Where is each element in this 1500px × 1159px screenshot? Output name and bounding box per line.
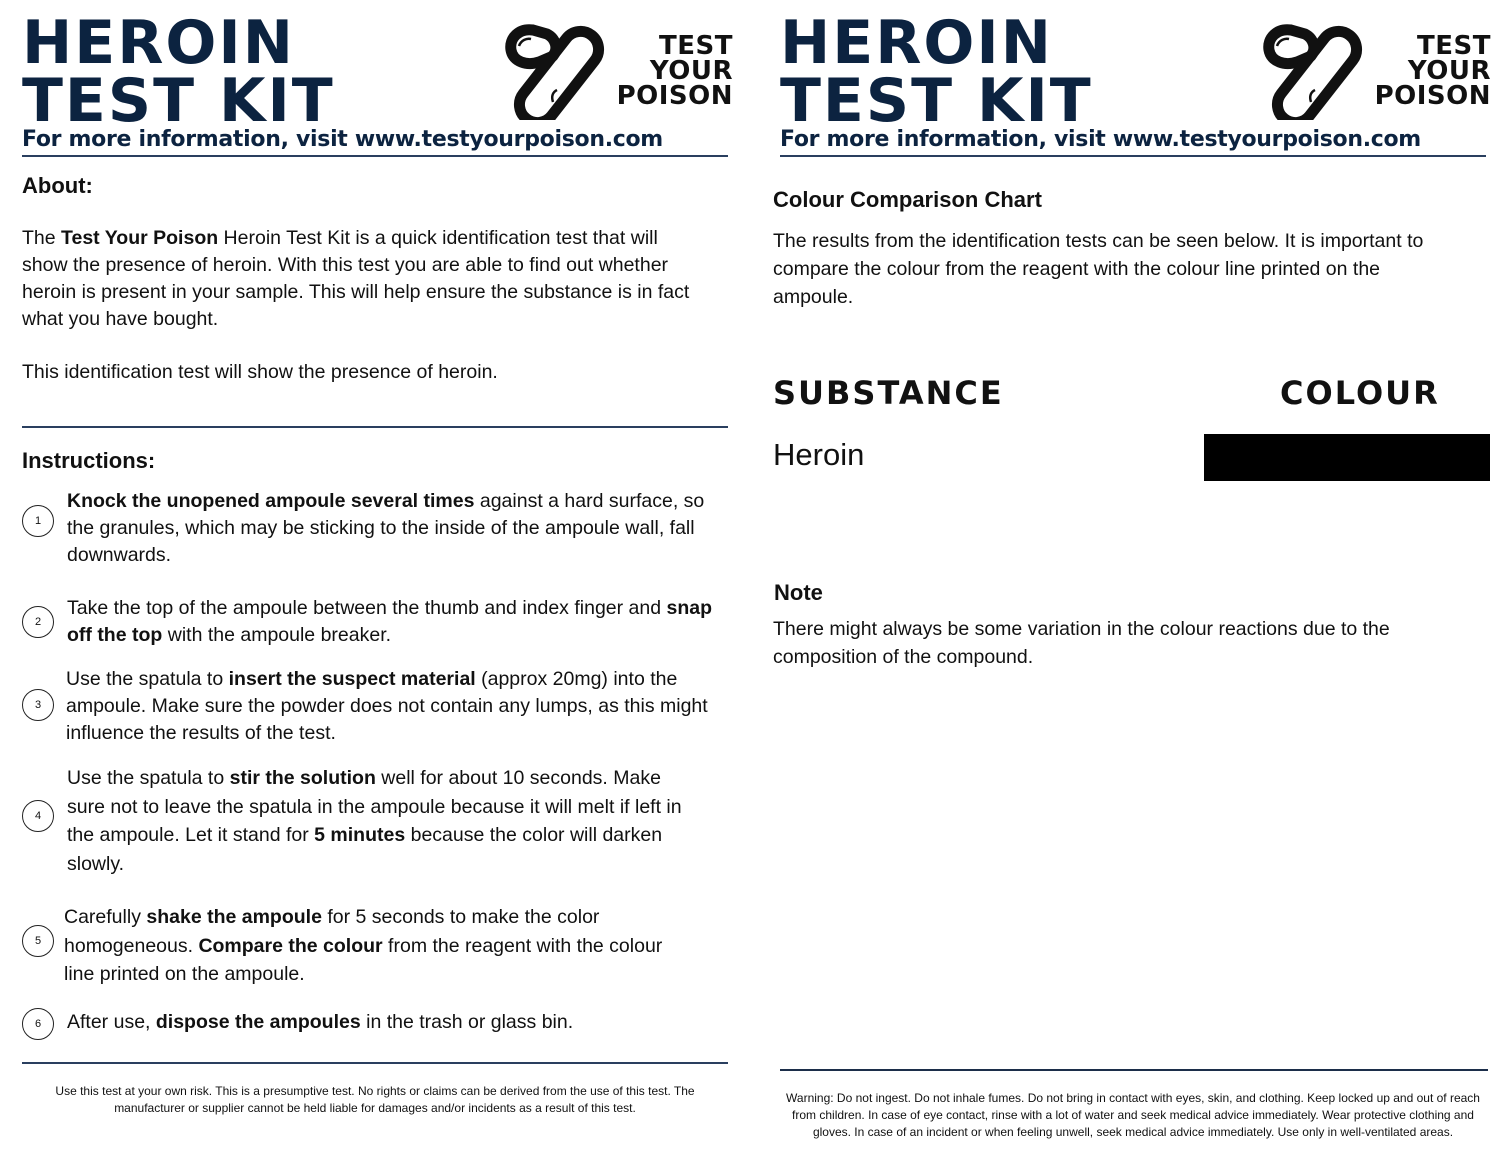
- about-text: The: [22, 227, 62, 249]
- test-your-poison-logo: [1261, 20, 1491, 120]
- logo-word-test: TEST: [1417, 31, 1491, 61]
- about-text: show the presence of heroin. With this test you are able to find out whether: [22, 254, 669, 276]
- step-emphasis: shake the ampoule: [146, 906, 322, 928]
- logo-word-poison: POISON: [1374, 81, 1491, 111]
- logo-word-test: TEST: [659, 31, 733, 61]
- logo-wordmark: [1374, 31, 1491, 111]
- step-text: [67, 764, 727, 878]
- step-text-part: (approx 20mg) into the: [475, 668, 678, 690]
- about-paragraph: [22, 225, 732, 333]
- logo-word-your: YOUR: [649, 56, 733, 86]
- warning-text: from children. In case of eye contact, rinse with a lot of water and seek medical advice immediately. Wear protective clothing and: [792, 1108, 1474, 1122]
- step-text-part: for 5 seconds to make the color: [321, 906, 600, 928]
- step-text-part: homogeneous.: [64, 934, 199, 957]
- about-heading: About:: [22, 173, 93, 198]
- logo-word-your: YOUR: [1407, 56, 1491, 86]
- about-text: what you have bought.: [22, 308, 219, 330]
- instruction-step-3: [22, 666, 722, 748]
- step-emphasis: Compare the colour: [198, 934, 383, 957]
- step-emphasis: dispose the ampoules: [155, 1011, 361, 1033]
- instruction-step-5: [22, 903, 722, 991]
- step-text-part: from the reagent with the colour: [382, 934, 663, 957]
- column-header-substance: SUBSTANCE: [773, 374, 1004, 412]
- step-text-part: line printed on the ampoule.: [64, 963, 305, 985]
- step-text: [67, 1009, 727, 1036]
- step-number-badge: 4: [22, 800, 54, 832]
- step-text-part: ampoule. Make sure the powder does not contain any lumps, as this might: [66, 695, 708, 717]
- step-text: [66, 666, 726, 747]
- step-number-badge: 1: [22, 505, 54, 537]
- kit-title-line1: HEROIN: [780, 8, 1053, 78]
- note-text-line: composition of the compound.: [773, 646, 1034, 668]
- safety-warning: [768, 1090, 1498, 1141]
- step-text-part: sure not to leave the spatula in the ampoule because it will melt if left in: [67, 795, 682, 818]
- colour-chart-heading: Colour Comparison Chart: [773, 187, 1042, 212]
- instruction-step-6: [22, 1008, 722, 1040]
- step-text-part: the granules, which may be sticking to the inside of the ampoule wall, fall: [67, 517, 695, 539]
- about-text: Heroin Test Kit is a quick identification test that will: [218, 227, 658, 249]
- kit-title-line2: TEST KIT: [780, 66, 1093, 136]
- step-text-part: Use the spatula to: [67, 767, 230, 789]
- step-emphasis: snap: [666, 597, 713, 619]
- liability-disclaimer: [22, 1083, 728, 1117]
- about-text: heroin is present in your sample. This will help ensure the substance is in fact: [22, 281, 690, 303]
- website-link[interactable]: For more information, visit www.testyourpoison.com: [22, 127, 663, 152]
- kit-title: [22, 8, 335, 136]
- step-text-part: influence the results of the test.: [66, 722, 336, 744]
- logo-wordmark: [616, 31, 733, 111]
- step-text: [67, 595, 727, 649]
- intro-text: The results from the identification tests can be seen below. It is important to: [773, 230, 1424, 252]
- ampoule-logo-icon: [503, 20, 628, 120]
- step-text-part: well for about 10 seconds. Make: [375, 767, 661, 789]
- about-divider: [22, 426, 728, 428]
- column-header-colour: COLOUR: [1280, 374, 1440, 412]
- disclaimer-text: manufacturer or supplier cannot be held liable for damages and/or incidents as a result of this test.: [114, 1101, 636, 1115]
- note-text-line: There might always be some variation in the colour reactions due to the: [773, 618, 1390, 640]
- step-number-badge: 6: [22, 1008, 54, 1040]
- footer-divider: [780, 1069, 1488, 1071]
- instructions-heading: Instructions:: [22, 448, 156, 473]
- step-text-part: against a hard surface, so: [474, 490, 705, 512]
- step-text-part: downwards.: [67, 544, 172, 566]
- step-emphasis: 5 minutes: [314, 824, 406, 846]
- note-heading: Note: [774, 580, 823, 605]
- instruction-step-1: [22, 488, 722, 570]
- step-number-badge: 2: [22, 606, 54, 638]
- kit-title-line1: HEROIN: [22, 8, 295, 78]
- colour-swatch-black: [1204, 434, 1490, 481]
- test-your-poison-logo: [503, 20, 733, 120]
- about-summary: This identification test will show the presence of heroin.: [22, 361, 498, 383]
- step-text-part: in the trash or glass bin.: [360, 1011, 574, 1033]
- colour-chart-intro: [773, 227, 1498, 311]
- disclaimer-text: Use this test at your own risk. This is a presumptive test. No rights or claims can be derived from the use of this test. The: [55, 1084, 695, 1098]
- step-text-part: because the color will darken: [405, 824, 663, 846]
- step-emphasis: Knock the unopened ampoule several times: [67, 490, 475, 512]
- warning-text: Warning: Do not ingest. Do not inhale fumes. Do not bring in contact with eyes, skin, and clothing. Keep locked up and out of reach: [786, 1091, 1480, 1105]
- step-text-part: slowly.: [67, 852, 125, 875]
- step-text: [64, 903, 724, 989]
- ampoule-logo-icon: [1261, 20, 1386, 120]
- step-emphasis: off the top: [67, 624, 163, 646]
- step-number-badge: 3: [22, 689, 54, 721]
- kit-title: [780, 8, 1093, 136]
- intro-text: ampoule.: [773, 286, 854, 308]
- step-text-part: After use,: [67, 1011, 156, 1033]
- header-divider: [780, 155, 1486, 157]
- note-text: [773, 615, 1498, 671]
- header-divider: [22, 155, 728, 157]
- footer-divider: [22, 1062, 728, 1064]
- step-emphasis: stir the solution: [229, 767, 376, 789]
- instruction-step-2: [22, 595, 722, 651]
- step-text-part: Carefully: [64, 906, 147, 928]
- logo-word-poison: POISON: [616, 81, 733, 111]
- substance-name: Heroin: [773, 437, 865, 472]
- warning-text: gloves. In case of an incident or when feeling unwell, seek medical advice immediately. Use only in well-ventilated areas.: [812, 1125, 1454, 1139]
- step-text-part: Take the top of the ampoule between the thumb and index finger and: [67, 597, 667, 619]
- intro-text: compare the colour from the reagent with the colour line printed on the: [773, 258, 1381, 280]
- step-text-part: Use the spatula to: [66, 668, 229, 690]
- kit-title-line2: TEST KIT: [22, 66, 335, 136]
- step-emphasis: insert the suspect material: [228, 668, 476, 690]
- step-number-badge: 5: [22, 925, 54, 957]
- step-text-part: the ampoule. Let it stand for: [67, 824, 315, 846]
- right-page: [758, 0, 1500, 1159]
- step-text-part: with the ampoule breaker.: [162, 624, 392, 646]
- instruction-step-4: [22, 764, 722, 882]
- brand-name-bold: Test Your Poison: [61, 227, 219, 249]
- website-link[interactable]: For more information, visit www.testyourpoison.com: [780, 127, 1421, 152]
- step-text: [67, 488, 727, 569]
